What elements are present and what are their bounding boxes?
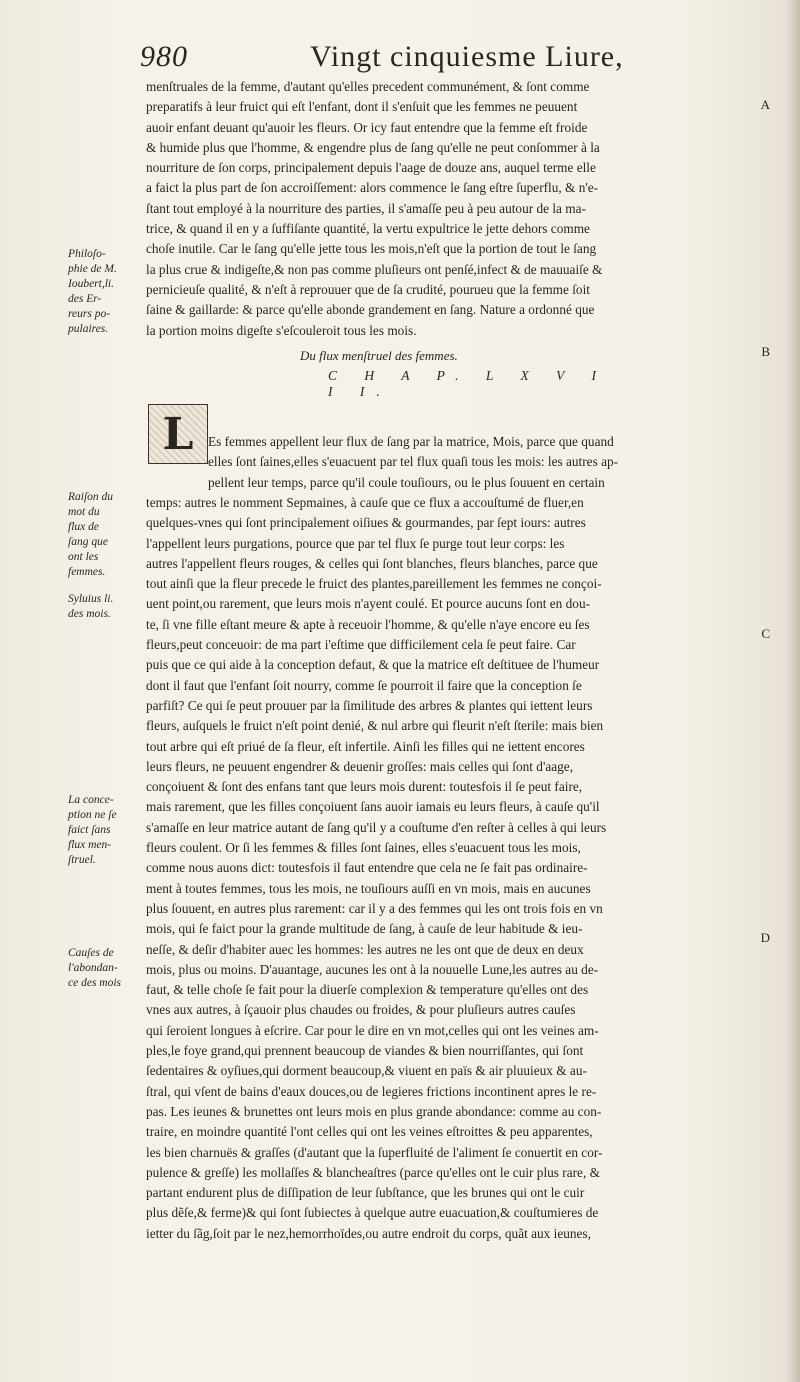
- margin-note-line: Philoſo-: [68, 248, 106, 260]
- text-line: mois, plus ou moins. D'auantage, aucunes les ont à la nouuelle Lune,les autres au de-: [146, 961, 599, 977]
- text-line: qui ſeroient longues à eſcrire. Car pour le dire en vn mot,celles qui ont les veines am-: [146, 1022, 599, 1038]
- text-line: & humide plus que l'homme, & engendre plus de ſang qu'elle ne peut conſommer à la: [146, 139, 600, 155]
- text-line: puis que ce qui aide à la conception defaut, & que la matrice eſt deſtituee de l'humeur: [146, 657, 600, 673]
- margin-note-line: Raiſon du: [68, 491, 114, 503]
- margin-note-raison: [68, 490, 146, 580]
- text-line: quelques-vnes qui ſont principalement oiſiues & gourmandes, par ſept iours: autres: [146, 515, 586, 531]
- margin-note-line: Cauſes de: [68, 947, 114, 959]
- text-line: pellent leur temps, parce qu'il coule touſiours, ou le plus ſouuent en certain: [208, 474, 605, 490]
- margin-note-philosophie: [68, 247, 146, 337]
- text-line: choſe inutile. Car le ſang qu'elle jette tous les mois,n'eſt que la portion de tout le ſang: [146, 241, 597, 257]
- body-text-top: [146, 77, 772, 341]
- letter-mark-b: B: [761, 344, 770, 359]
- text-line: ſtant tout employé à la nourriture des parties, il s'amaſſe peu à peu autour de la ma-: [146, 200, 586, 216]
- letter-mark-c: C: [761, 626, 770, 641]
- margin-note-line: ont les: [68, 551, 99, 563]
- text-line: auoir enfant deuant qu'auoir les fleurs. Or icy faut entendre que la femme eſt froide: [146, 119, 588, 135]
- text-line: nourriture de ſon corps, principalement depuis l'aage de douze ans, auquel terme elle: [146, 160, 596, 176]
- decorated-initial: L: [148, 404, 208, 464]
- margin-note-line: ſang que: [68, 536, 108, 548]
- margin-note-line: femmes.: [68, 566, 106, 578]
- section-title: Du flux menſtruel des femmes.: [300, 348, 458, 363]
- margin-note-line: flux de: [68, 521, 99, 533]
- text-line: uent point,ou rarement, que leurs mois n'ayent coulé. Et pource aucuns ſont en dou-: [146, 596, 591, 612]
- text-line: partant endurent plus de diſſipation de leur ſubſtance, que les brunes qui ont le cuir: [146, 1185, 585, 1201]
- text-line: ment à toutes femmes, tous les mois, ne touſiours auſſi en vn mois, mais en aucunes: [146, 880, 591, 896]
- text-line: s'amaſſe en leur matrice autant de ſang qu'il y a couſtume d'en reſter à celles à qui leurs: [146, 819, 607, 835]
- margin-note-line: phie de M.: [68, 263, 117, 275]
- text-line: faut, & telle choſe ſe fait pour la diuerſe complexion & temperature qu'elles ont des: [146, 982, 589, 998]
- text-line: fleurs, auſquels le fruict n'eſt point denié, & nul arbre qui fleurit n'eſt ſterile: mais bien: [146, 718, 604, 734]
- letter-mark-d: D: [760, 930, 770, 945]
- text-line: preparatifs à leur fruict qui eſt l'enfant, dont il s'enſuit que les femmes ne peuuent: [146, 99, 578, 115]
- text-line: ſedentaires & oyſiues,qui dorment beaucoup,& viuent en païs & air pluuieux & au-: [146, 1063, 587, 1079]
- text-line: pulence & greſſe) les mollaſſes & blancheaſtres (parce qu'elles ont le cuir plus rare, &: [146, 1164, 600, 1180]
- text-line: trice, & quand il en y a ſuffiſante quantité, la vertu expultrice le jette dehors comme: [146, 221, 590, 237]
- body-text-chapter-first: [208, 432, 772, 493]
- margin-note-line: des Er-: [68, 293, 102, 305]
- text-line: les bien charnuës & graſſes (d'autant que la ſuperfluité de l'aliment ſe conuertit en cor-: [146, 1144, 603, 1160]
- margin-note-line: l'abondan-: [68, 962, 118, 974]
- text-line: te, ſi vne fille eſtant meure & apte à receuoir l'homme, & qu'elle n'aye encore eu ſes: [146, 616, 590, 632]
- text-line: la portion moins digeſte s'eſcouleroit tous les mois.: [146, 322, 417, 338]
- text-line: menſtruales de la femme, d'autant qu'elles precedent communément, & ſont comme: [146, 79, 590, 94]
- margin-note-line: Ioubert,li.: [68, 278, 114, 290]
- margin-note-causes: [68, 946, 146, 991]
- text-line: mais rarement, que les filles conçoiuent ſans auoir iamais eu leurs fleurs, à cauſe qu'il: [146, 799, 600, 815]
- text-line: ſaine & gaillarde: & parce qu'elle abonde grandement en ſang. Nature a ordonné que: [146, 302, 595, 318]
- text-line: leurs fleurs, ne peuuent engendrer & deuenir groſſes: mais celles qui ſont d'aage,: [146, 758, 574, 774]
- margin-note-conception: [68, 793, 146, 868]
- text-line: fleurs,peut conceuoir: de ma part i'eſtime que difficilement cela ſe peut faire. Car: [146, 637, 576, 653]
- page-edge-shadow: [786, 0, 800, 1382]
- text-line: pernicieuſe qualité, & n'eſt à reprouuer que de ſa crudité, pourueu que la femme ſoit: [146, 281, 590, 297]
- text-line: traire, en moindre quantité l'ont celles qui ont les veines eſtroittes & peu apparentes,: [146, 1124, 593, 1140]
- text-line: ſtral, qui vſent de bains d'eaux douces,ou de legieres frictions incontinent apres le re-: [146, 1083, 597, 1099]
- text-line: fleurs coulent. Or ſi les femmes & filles ſont ſaines, elles s'euacuent tous les mois,: [146, 840, 581, 856]
- text-line: l'appellent leurs purgations, pource que par tel flux ſe purge tout leur corps: les: [146, 535, 565, 551]
- margin-note-line: mot du: [68, 506, 100, 518]
- chapter-heading: C H A P. L X V I I I.: [328, 368, 609, 399]
- text-line: la plus crue & indigeſte,& non pas comme pluſieurs ont penſé,infect & de mauuaiſe &: [146, 261, 603, 277]
- margin-note-line: ſtruel.: [68, 854, 96, 866]
- text-line: plus ſouuent, en autres plus rarement: car il y a des femmes qui les ont trois fois en vn: [146, 900, 603, 916]
- running-title: Vingt cinquiesme Liure,: [310, 40, 624, 73]
- text-line: ietter du ſãg,ſoit par le nez,hemorrhoïdes,ou autre endroit du corps, quãt aux ieunes,: [146, 1225, 591, 1241]
- folio-number: 980: [140, 40, 188, 73]
- text-line: tout ainſi que la fleur precede le fruict des plantes,pareillement les femmes ne conçoi-: [146, 576, 602, 592]
- margin-note-sylvius: [68, 592, 146, 622]
- text-line: temps: autres le nomment Sepmaines, à cauſe que ce flux a accouſtumé de fluer,en: [146, 495, 584, 510]
- margin-note-line: reurs po-: [68, 308, 111, 320]
- margin-note-line: flux men-: [68, 839, 112, 851]
- body-text-chapter: [146, 493, 772, 1244]
- margin-note-line: ption ne ſe: [68, 809, 117, 821]
- text-line: dont il faut que l'enfant ſoit nourry, comme ſe pourroit il faire que la conception ſe: [146, 677, 582, 693]
- text-line: Es femmes appellent leur flux de ſang par la matrice, Mois, parce que quand: [208, 434, 614, 449]
- margin-note-line: pulaires.: [68, 323, 109, 335]
- margin-note-line: faict ſans: [68, 824, 111, 836]
- text-line: autres l'appellent fleurs rouges, & celles qui ſont blanches, fleurs blanches, parce que: [146, 555, 598, 571]
- margin-note-line: des mois.: [68, 608, 111, 620]
- text-line: plus dẽſe,& ferme)& qui ſont ſubiectes à quelque autre euacuation,& couſtumieres de: [146, 1205, 599, 1221]
- text-line: conçoiuent & ſont des enfans tant que leurs mois durent: toutesfois il ſe peut faire,: [146, 779, 583, 795]
- margin-note-line: La conce-: [68, 794, 114, 806]
- margin-note-line: Syluius li.: [68, 593, 114, 605]
- text-line: ples,le foye grand,qui prennent beaucoup de viandes & bien nourriſſantes, qui ſont: [146, 1043, 584, 1059]
- text-line: comme nous auons dict: toutesfois il faut entendre que cela ne ſe fait pas ordinaire-: [146, 860, 588, 876]
- text-line: pas. Les ieunes & brunettes ont leurs mois en plus grande abondance: comme au con-: [146, 1103, 602, 1119]
- text-line: mois, qui ſe faict pour la grande multitude de ſang, à cauſe de leur habitude & ieu-: [146, 921, 583, 937]
- text-line: parfiſt? Ce qui ſe peut prouuer par la ſimilitude des arbres & plantes qui iettent leurs: [146, 697, 593, 713]
- letter-mark-a: A: [760, 97, 770, 112]
- text-line: neſſe, & deſir d'habiter auec les hommes: les autres ne les ont que de deux en deux: [146, 941, 584, 957]
- text-line: elles ſont ſaines,elles s'euacuent par tel flux quaſi tous les mois: les autres ap-: [208, 454, 619, 470]
- margin-note-line: ce des mois: [68, 977, 122, 989]
- text-line: vnes aux autres, à ſçauoir plus chaudes ou froides, & pour pluſieurs autres cauſes: [146, 1002, 576, 1018]
- text-line: tout arbre qui eſt priué de ſa fleur, eſt infertile. Ainſi les filles qui ne iettent encores: [146, 738, 585, 754]
- text-line: a faict la plus part de ſon accroiſſement: alors commence le ſang eſtre ſuperflu, & n'e-: [146, 180, 599, 196]
